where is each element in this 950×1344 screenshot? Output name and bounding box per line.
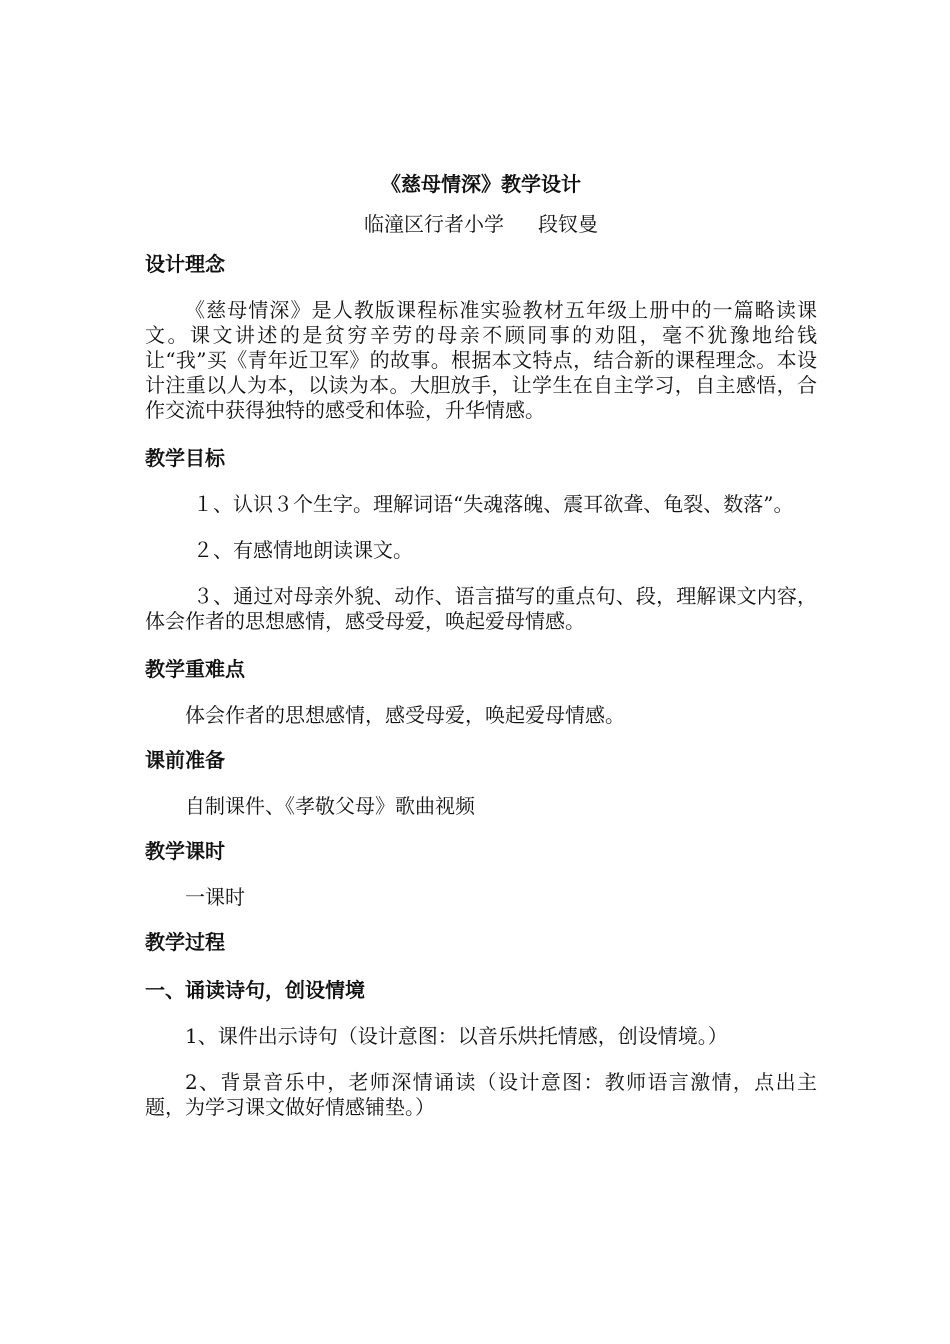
section-heading-preparation: 课前准备 <box>145 748 225 772</box>
paragraph-goal-1: １、认识３个生字。理解词语“失魂落魄、震耳欲聋、龟裂、数落”。 <box>193 492 794 516</box>
paragraph-class-hours: 一课时 <box>185 885 245 909</box>
paragraph-step-2: 2、背景音乐中，老师深情诵读（设计意图：教师语言激情，点出主题，为学习课文做好情感铺垫。） <box>145 1070 817 1119</box>
section-heading-step-one: 一、诵读诗句，创设情境 <box>145 978 365 1002</box>
paragraph-key-points: 体会作者的思想感情，感受母爱，唤起爱母情感。 <box>185 703 625 727</box>
paragraph-goal-3: ３、通过对母亲外貌、动作、语言描写的重点句、段，理解课文内容，体会作者的思想感情，感受母爱，唤起爱母情感。 <box>145 584 817 633</box>
section-heading-key-points: 教学重难点 <box>145 657 245 681</box>
section-heading-teaching-process: 教学过程 <box>145 930 225 954</box>
author-line <box>145 210 817 238</box>
paragraph-preparation: 自制课件、《孝敬父母》歌曲视频 <box>185 794 475 818</box>
section-heading-class-hours: 教学课时 <box>145 839 225 863</box>
document-title: 《慈母情深》教学设计 <box>381 172 581 196</box>
paragraph-step-1: 1、课件出示诗句（设计意图：以音乐烘托情感，创设情境。） <box>185 1024 728 1048</box>
paragraph-design-concept: 《慈母情深》是人教版课程标准实验教材五年级上册中的一篇略读课文。课文讲述的是贫穷辛劳的母亲不顾同事的劝阻，毫不犹豫地给钱让“我”买《青年近卫军》的故事。根据本文特点，结合新的课程理念。本设计注重以人为本，以读为本。大胆放手，让学生在自主学习，自主感悟，合作交流中获得独特的感受和体验，升华情感。 <box>145 298 817 422</box>
section-heading-teaching-goals: 教学目标 <box>145 446 225 470</box>
document-page <box>145 168 817 1141</box>
paragraph-goal-2: ２、有感情地朗读课文。 <box>193 538 413 562</box>
section-heading-design-concept: 设计理念 <box>145 252 225 276</box>
author-name: 段钗曼 <box>538 212 598 236</box>
school-name: 临潼区行者小学 <box>364 212 504 236</box>
